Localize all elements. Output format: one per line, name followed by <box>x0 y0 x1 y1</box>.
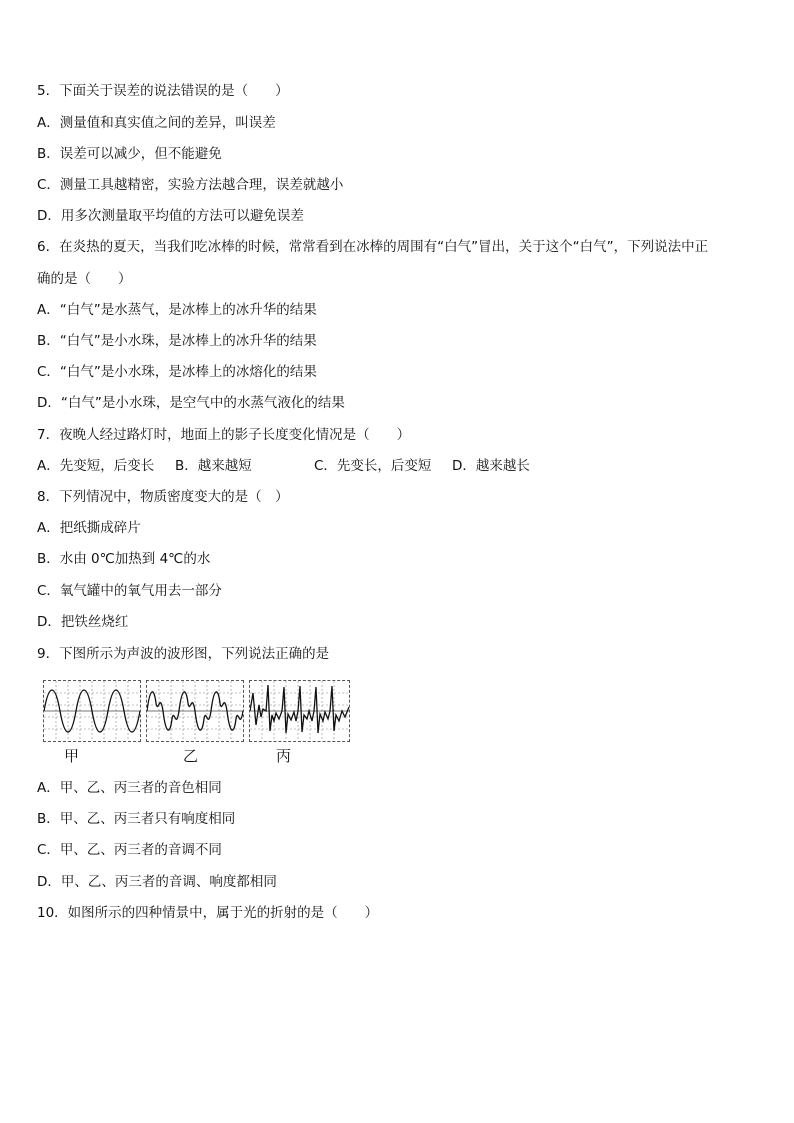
waveform-jia-graph <box>44 681 140 741</box>
waveform-yi <box>146 680 244 742</box>
question-5-stem: 5．下面关于误差的说法错误的是（ ） <box>37 83 289 99</box>
question-10-stem: 10．如图所示的四种情景中，属于光的折射的是（ ） <box>37 905 379 921</box>
question-7-option-b: B．越来越短 <box>175 458 252 474</box>
question-5-option-c: C．测量工具越精密，实验方法越合理，误差就越小 <box>37 177 344 193</box>
question-8-option-c: C．氧气罐中的氧气用去一部分 <box>37 583 222 599</box>
question-6-option-b: B．“白气”是小水珠，是冰棒上的冰升华的结果 <box>37 333 317 349</box>
question-8-option-a: A．把纸撕成碎片 <box>37 520 141 536</box>
question-8-stem: 8．下列情况中，物质密度变大的是（ ） <box>37 489 289 505</box>
waveform-bing <box>249 680 350 742</box>
question-7-stem: 7．夜晚人经过路灯时，地面上的影子长度变化情况是（ ） <box>37 427 411 443</box>
question-8-option-b: B．水由 0℃加热到 4℃的水 <box>37 551 211 567</box>
waveform-label-jia: 甲 <box>64 747 80 765</box>
waveform-label-bing: 丙 <box>276 747 292 765</box>
question-9-stem: 9．下图所示为声波的波形图，下列说法正确的是 <box>37 646 330 662</box>
question-7-option-a: A．先变短，后变长 <box>37 458 155 474</box>
question-7-option-d: D．越来越长 <box>452 458 530 474</box>
question-9-option-b: B．甲、乙、丙三者只有响度相同 <box>37 811 236 827</box>
question-7-option-c: C．先变长，后变短 <box>314 458 432 474</box>
question-6-stem-line2: 确的是（ ） <box>37 271 132 287</box>
question-6-option-c: C．“白气”是小水珠，是冰棒上的冰熔化的结果 <box>37 364 317 380</box>
question-9-option-c: C．甲、乙、丙三者的音调不同 <box>37 842 222 858</box>
question-9-option-a: A．甲、乙、丙三者的音色相同 <box>37 780 222 796</box>
waveform-bing-graph <box>250 681 349 741</box>
question-6-option-d: D．“白气”是小水珠，是空气中的水蒸气液化的结果 <box>37 395 345 411</box>
question-6-option-a: A．“白气”是水蒸气，是冰棒上的冰升华的结果 <box>37 302 317 318</box>
waveform-jia <box>43 680 141 742</box>
question-5-option-b: B．误差可以减少，但不能避免 <box>37 146 222 162</box>
question-6-stem-line1: 6．在炎热的夏天，当我们吃冰棒的时候，常常看到在冰棒的周围有“白气”冒出，关于这个“白气”，下列说法中正 <box>37 239 709 255</box>
waveform-label-yi: 乙 <box>183 747 199 765</box>
question-9-option-d: D．甲、乙、丙三者的音调、响度都相同 <box>37 874 277 890</box>
question-5-option-a: A．测量值和真实值之间的差异，叫误差 <box>37 115 276 131</box>
question-5-option-d: D．用多次测量取平均值的方法可以避免误差 <box>37 208 304 224</box>
waveform-yi-graph <box>147 681 243 741</box>
question-8-option-d: D．把铁丝烧红 <box>37 614 129 630</box>
